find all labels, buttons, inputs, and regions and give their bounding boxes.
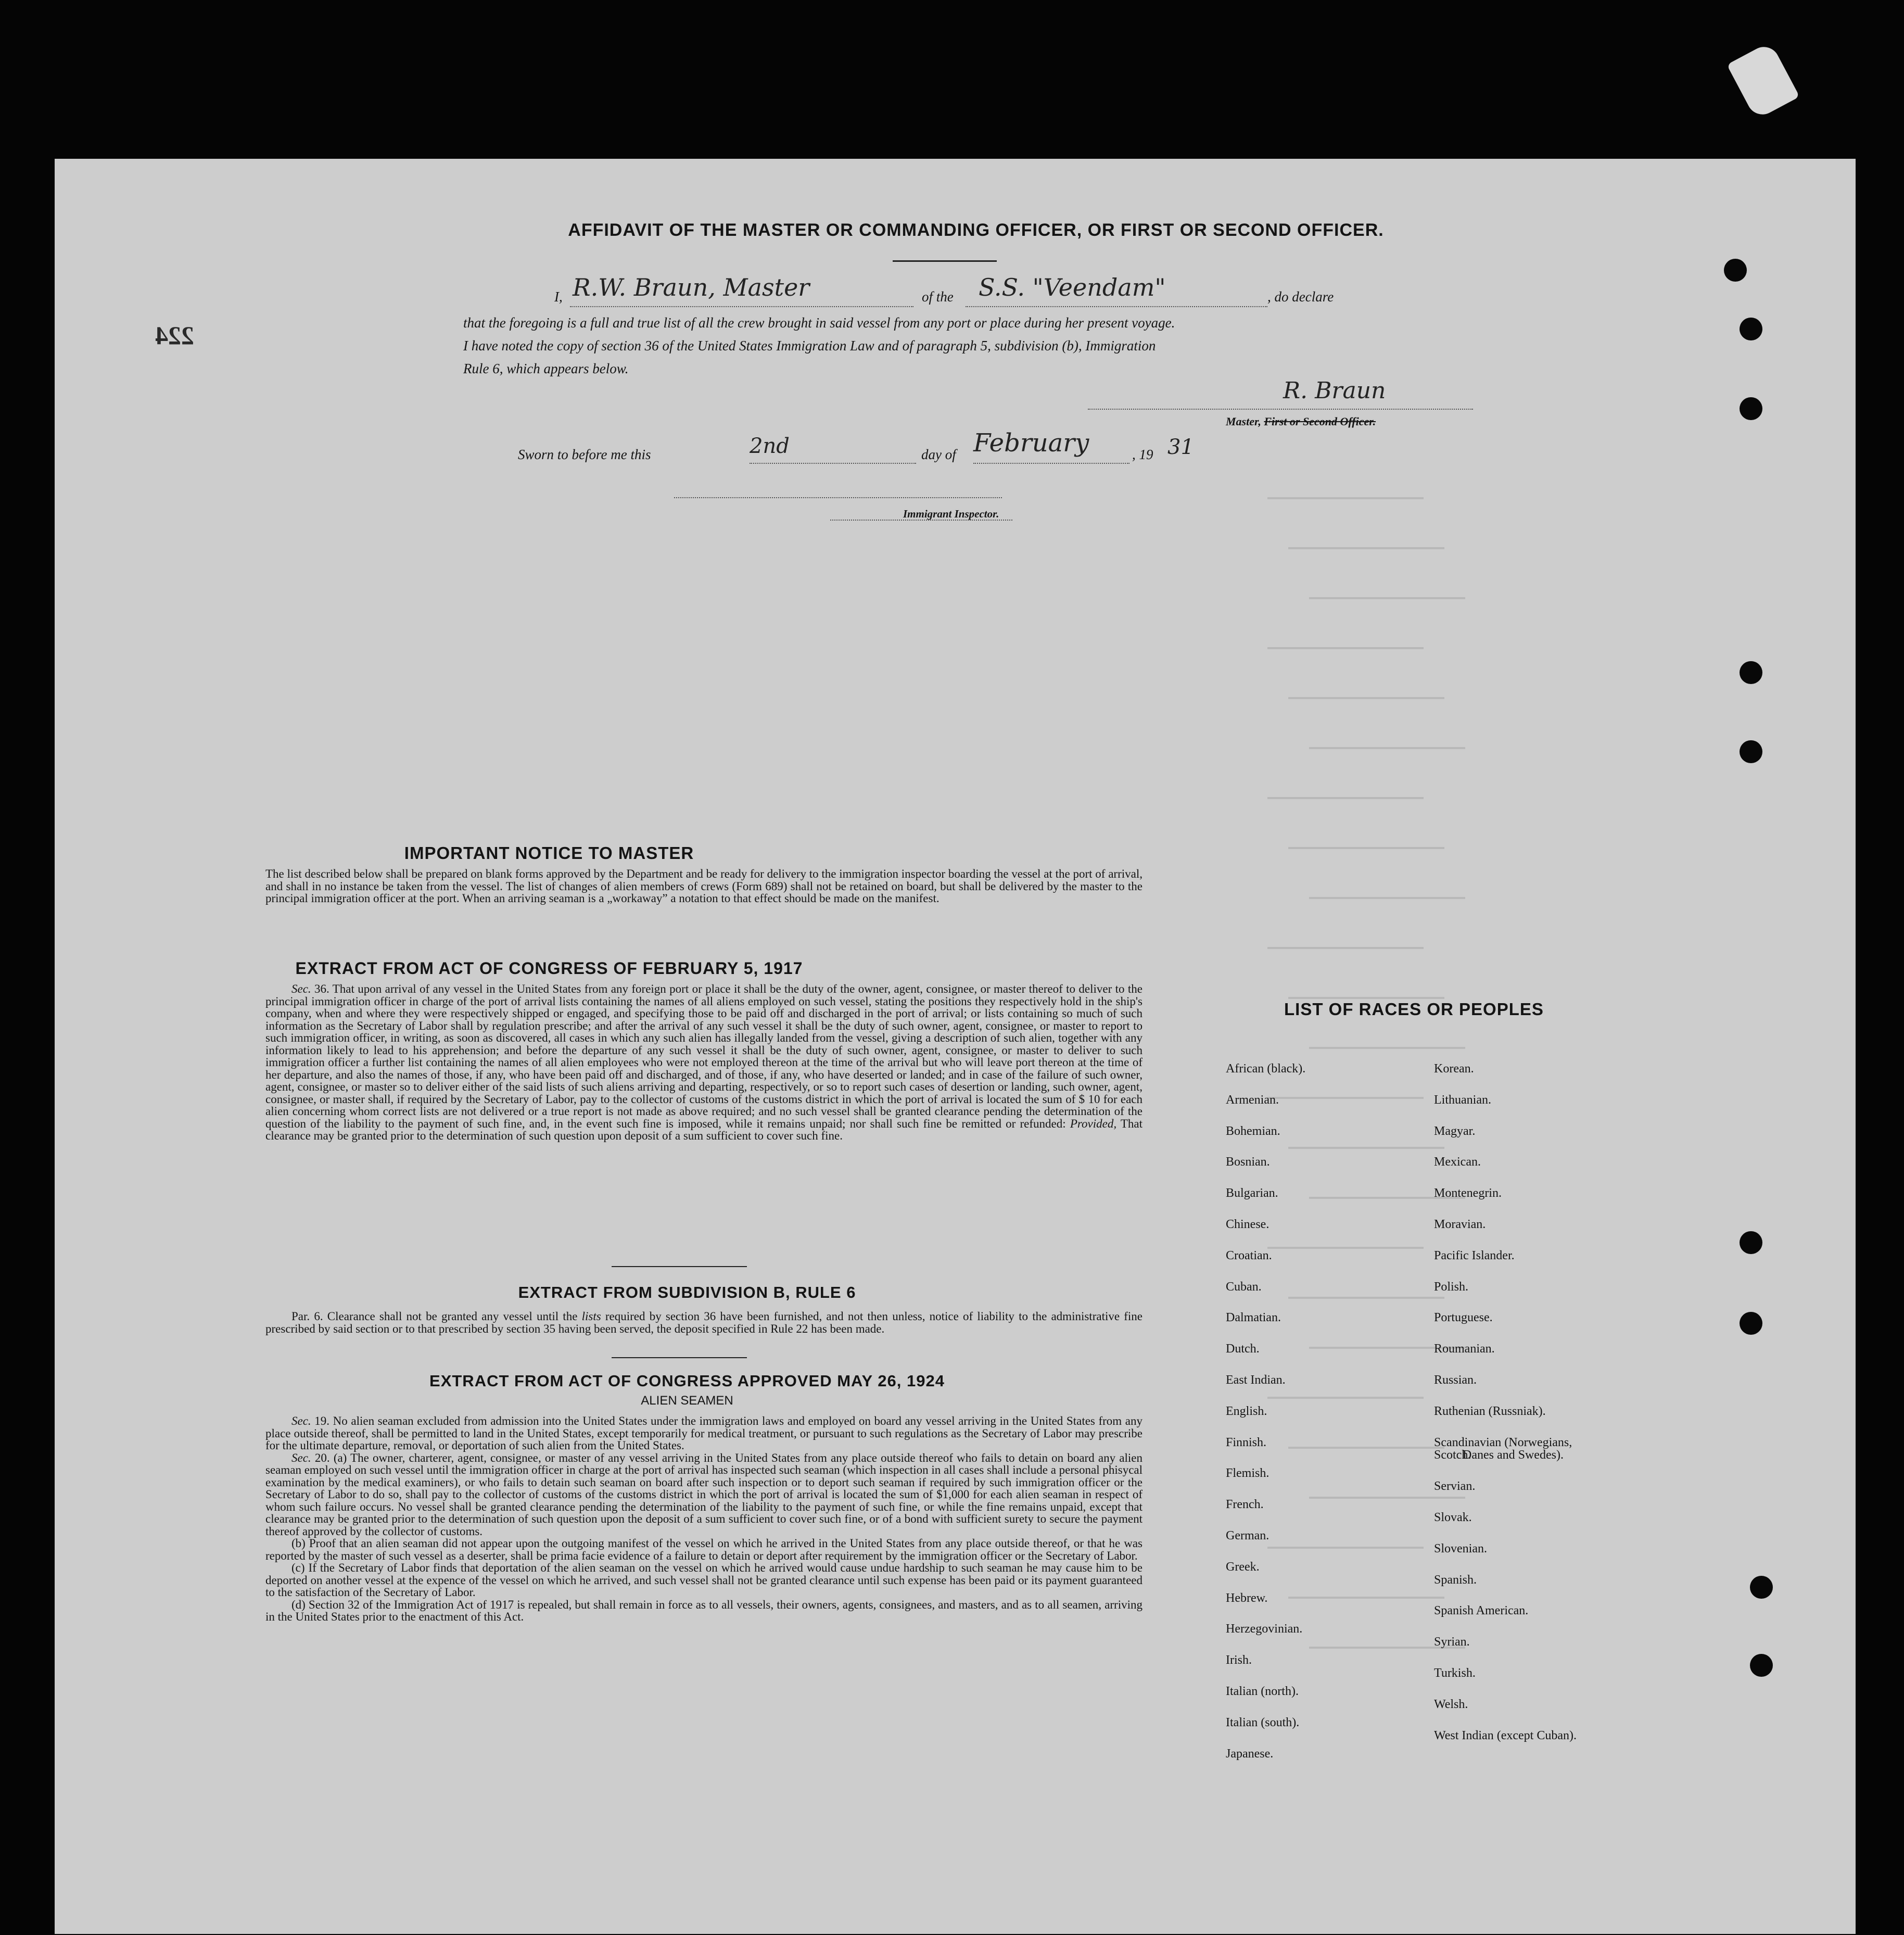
declarant-prefix: I, <box>554 289 563 305</box>
race-item: Cuban. <box>1226 1280 1262 1294</box>
race-item: Montenegrin. <box>1434 1186 1502 1200</box>
bleed-through-mark <box>1267 647 1424 649</box>
extract-1924-subtitle: ALIEN SEAMEN <box>641 1394 733 1408</box>
sworn-day: 2nd <box>750 434 790 458</box>
bleed-through-mark <box>1267 797 1424 799</box>
bleed-through-mark <box>1267 1397 1424 1399</box>
race-item: Polish. <box>1434 1280 1469 1294</box>
sworn-line: Sworn to before me this 2nd day of February , 19 31 <box>518 436 1247 467</box>
race-item: Italian (north). <box>1226 1685 1299 1698</box>
race-item: Bosnian. <box>1226 1155 1270 1169</box>
race-item: Pacific Islander. <box>1434 1248 1515 1262</box>
paper-clip <box>1727 42 1799 120</box>
bleed-through-mark <box>1267 1547 1424 1549</box>
bleed-through-mark <box>1309 597 1465 599</box>
bleed-through-mark <box>1288 1597 1444 1599</box>
race-item: Ruthenian (Russniak). <box>1434 1404 1546 1418</box>
bleed-through-mark <box>1267 947 1424 949</box>
inspector-label: Immigrant Inspector. <box>903 508 999 520</box>
extract-1924-text: Sec. 19. No alien seaman excluded from admission into the United States under the immigration laws and employed on board any vessel arriving in the United States from any place outside thereof, shall be permitted to land in the United States, except temporarily for medical treatment, or pursuant to such regulations as the Secretary of Labor may prescribe for the ultimate departure, removal, or deportation of such alien from the United States. Sec. 20. (a) The owner, charterer, agent, consignee, or master of any vessel arriving in the United States from any place outside thereof who fails to detain on board any alien seaman employed on such vessel until the immigration officer in charge at the port of arrival has inspected such seaman (which inspection in all cases shall include a personal phisycal examination by the medical examiners), or who fails to detain such seaman on board after such inspection or to deport such seaman if required by such immigration officer or the Secretary of Labor to do so, shall pay to the collector of customs of the customs district in which the port of arrival is located the sum of $1,000 for each alien seaman in respect of whom such failure occurs. No vessel shall be granted clearance pending the determination of the liability to the payment of such fine, or while the fine remains unpaid, except that clearance may be granted prior to the determination of such question upon the deposit of a sum sufficient to cover such fine, or of a bond with sufficient surety to secure the payment thereof approved by the collector of customs. (b) Proof that an alien seaman did not appear upon the outgoing manifest of the vessel on which he arrived in the United States from any place outside thereof, or that he was reported by the master of such vessel as a deserter, shall be prima facie evidence of a failure to detain or deport after requirement by the immigration officer or the Secretary of Labor. (c) If the Secretary of Labor finds that deportation of the alien seaman on the vessel on which he arrived would cause undue hardship to such seaman he may cause him to be deported on another vessel at the expence of the vessel on which he arrived, and such vessel shall not be granted clearance until such expense has been paid or its payment guaranteed to the satisfaction of the Secretary of Labor. (d) Section 32 of the Immigration Act of 1917 is repealed, but shall remain in force as to all vessels, their owners, agents, consignees, and masters, and as to all seamen, arriving in the United States prior to the enactment of this Act. <box>265 1414 1143 1623</box>
race-item: African (black). <box>1226 1062 1306 1076</box>
notice-text: The list described below shall be prepared on blank forms approved by the Department and be ready for delivery to the immigration inspector boarding the vessel at the port of arrival, and shall in no instance be taken from the vessel. The list of changes of alien members of crews (Form 689) shall not be retained on board, but shall be delivered by the master to the principal immigration officer at the port. When an arriving seaman is a „workaway” a notation to that effect should be made on the manifest. <box>265 867 1143 905</box>
race-item: Spanish American. <box>1434 1604 1529 1618</box>
race-item: Slovenian. <box>1434 1541 1487 1555</box>
master-signature: R. Braun <box>1283 377 1386 404</box>
race-item: Slovak. <box>1434 1511 1472 1524</box>
binder-hole <box>1750 1654 1773 1677</box>
affidavit-line3: I have noted the copy of section 36 of the United States Immigration Law and of paragraph 5, subdivision (b), Immigration <box>463 338 1156 353</box>
race-item: Turkish. <box>1434 1666 1476 1680</box>
declarant-name: R.W. Braun, Master <box>573 273 810 301</box>
binder-hole <box>1740 1312 1762 1335</box>
divider <box>612 1357 747 1358</box>
race-item: Portuguese. <box>1434 1311 1493 1325</box>
race-item: Dutch. <box>1226 1342 1260 1356</box>
race-item: Herzegovinian. <box>1226 1622 1303 1636</box>
rule-6-title: EXTRACT FROM SUBDIVISION B, RULE 6 <box>518 1283 856 1301</box>
race-item: West Indian (except Cuban). <box>1434 1728 1577 1742</box>
race-item: Italian (south). <box>1226 1715 1300 1729</box>
signature-label: Master, First or Second Officer. <box>1226 415 1376 428</box>
race-item: Magyar. <box>1434 1124 1476 1138</box>
affidavit-line1 <box>466 273 1507 311</box>
race-item: Japanese. <box>1226 1747 1274 1761</box>
bleed-through-mark <box>1267 1097 1424 1099</box>
bleed-through-mark <box>1288 547 1444 549</box>
race-item: Greek. <box>1226 1560 1260 1574</box>
extract-1924-title: EXTRACT FROM ACT OF CONGRESS APPROVED MAY 26, 1924 <box>429 1372 945 1390</box>
race-item: French. <box>1226 1498 1264 1512</box>
of-the-label: of the <box>922 289 954 305</box>
race-item: Spanish. <box>1434 1573 1477 1587</box>
bleed-through-mark <box>1267 1247 1424 1249</box>
page-number-mirrored: 224 <box>155 321 194 350</box>
race-item: Bulgarian. <box>1226 1186 1278 1200</box>
bleed-through-mark <box>1309 897 1465 899</box>
affidavit-line4: Rule 6, which appears below. <box>463 361 629 376</box>
bleed-through-mark <box>1288 847 1444 849</box>
race-item: Welsh. <box>1434 1697 1468 1711</box>
race-item: Korean. <box>1434 1062 1474 1076</box>
document-page <box>55 159 1856 1934</box>
race-item: Flemish. <box>1226 1466 1270 1481</box>
extract-1917-title: EXTRACT FROM ACT OF CONGRESS OF FEBRUARY 5, 1917 <box>295 959 803 978</box>
race-item: Lithuanian. <box>1434 1093 1491 1107</box>
extract-1917-text: Sec. 36. That upon arrival of any vessel in the United States from any foreign port or place it shall be the duty of the owner, agent, consignee, or master thereof to deliver to the principal immigration officer in charge of the port of arrival lists containing the names of all aliens employed on such vessel, stating the positions they respectively hold in the ship's company, when and where they were respectively shipped or engaged, and specifying those to be paid off and discharged in the port of arrival; or lists containing so much of such information as the Secretary of Labor shall by regulation prescribe; and after the arrival of any such vessel it shall be the duty of such owner, agent, consignee, or master to report to such immigration officer, in writing, as soon as discovered, all cases in which any such alien has illegally landed from the vessel, giving a description of such alien, together with any information likely to lead to his apprehension; and before the departure of any such vessel it shall be the duty of such owner, agent, consignee, or master to deliver to such immigration officer a further list containing the names of all alien employees who were not employed thereon at the time of the arrival but who will leave port thereon at the time of her departure, and also the names of those, if any, who have been paid off and discharged, and of those, if any, who have deserted or landed; and in case of the failure of such owner, agent, consignee, or master so to deliver either of the said lists of such aliens arriving and departing, respectively, or so to report such cases of desertion or landing, such owner, agent, consignee, or master shall, if required by the Secretary of Labor, pay to the collector of customs of the customs district in which the port of arrival is located the sum of $ 10 for each alien concerning whom correct lists are not delivered or a true report is not made as above required; and no such vessel shall be granted clearance pending the determination of the question of the liability to the payment of such fine, and, in the event such fine is imposed, while it remains unpaid; nor shall such fine be remitted or refunded: Provided, That clearance may be granted prior to the determination of such question upon deposit of a sum sufficient to cover such fine. <box>265 982 1143 1142</box>
binder-hole <box>1750 1576 1773 1599</box>
divider <box>612 1266 747 1267</box>
race-item: Dalmatian. <box>1226 1311 1281 1325</box>
race-item: Finnish. <box>1226 1435 1267 1449</box>
bleed-through-mark <box>1288 997 1444 999</box>
binder-hole <box>1740 661 1762 684</box>
divider <box>893 260 997 262</box>
race-item: Syrian. <box>1434 1635 1470 1649</box>
sworn-month: February <box>973 428 1089 458</box>
notice-title: IMPORTANT NOTICE TO MASTER <box>404 843 694 863</box>
race-item: German. <box>1226 1529 1270 1542</box>
race-item: Mexican. <box>1434 1155 1481 1169</box>
bleed-through-mark <box>1309 1047 1465 1049</box>
bleed-through-mark <box>1288 1447 1444 1449</box>
bleed-through-mark <box>1309 747 1465 749</box>
race-item: Scotch. <box>1434 1448 1471 1462</box>
vessel-name: S.S. "Veendam" <box>979 273 1166 301</box>
bleed-through-mark <box>1267 497 1424 499</box>
race-item: Servian. <box>1434 1479 1476 1494</box>
affidavit-line2: that the foregoing is a full and true list of all the crew brought in said vessel from any port or place during her present voyage. <box>463 315 1175 331</box>
bleed-through-mark <box>1288 697 1444 699</box>
rule-6-text: Par. 6. Clearance shall not be granted any vessel until the lists required by section 36 have been furnished, and not then unless, notice of liability to the administrative fine prescribed by said section or to that prescribed by section 35 having been served, the deposit specified in Rule 22 has been made. <box>265 1310 1143 1335</box>
sworn-year: 31 <box>1167 435 1194 459</box>
race-item: English. <box>1226 1404 1267 1418</box>
race-item: Hebrew. <box>1226 1591 1268 1605</box>
race-item: East Indian. <box>1226 1373 1286 1387</box>
affidavit-body <box>463 311 1483 380</box>
binder-hole <box>1740 1231 1762 1254</box>
race-item: Roumanian. <box>1434 1342 1495 1356</box>
race-item: Danes and Swedes). <box>1463 1448 1564 1462</box>
affidavit-title: AFFIDAVIT OF THE MASTER OR COMMANDING OFFICER, OR FIRST OR SECOND OFFICER. <box>568 220 1384 240</box>
race-item: Irish. <box>1226 1653 1252 1667</box>
race-item: Russian. <box>1434 1373 1477 1387</box>
bleed-through-mark <box>1288 1147 1444 1149</box>
race-item: Moravian. <box>1434 1218 1486 1231</box>
races-title: LIST OF RACES OR PEOPLES <box>1284 1000 1544 1019</box>
race-item: Croatian. <box>1226 1248 1272 1262</box>
bleed-through-mark <box>1309 1497 1465 1499</box>
race-item: Scandinavian (Norwegians, <box>1434 1435 1572 1449</box>
bleed-through-mark <box>1288 1297 1444 1299</box>
binder-hole <box>1740 740 1762 763</box>
binder-hole <box>1740 318 1762 340</box>
declare-label: , do declare <box>1267 289 1334 305</box>
race-item: Armenian. <box>1226 1093 1279 1107</box>
race-item: Bohemian. <box>1226 1124 1280 1138</box>
race-item: Chinese. <box>1226 1218 1270 1231</box>
binder-hole <box>1724 259 1747 282</box>
binder-hole <box>1740 397 1762 420</box>
